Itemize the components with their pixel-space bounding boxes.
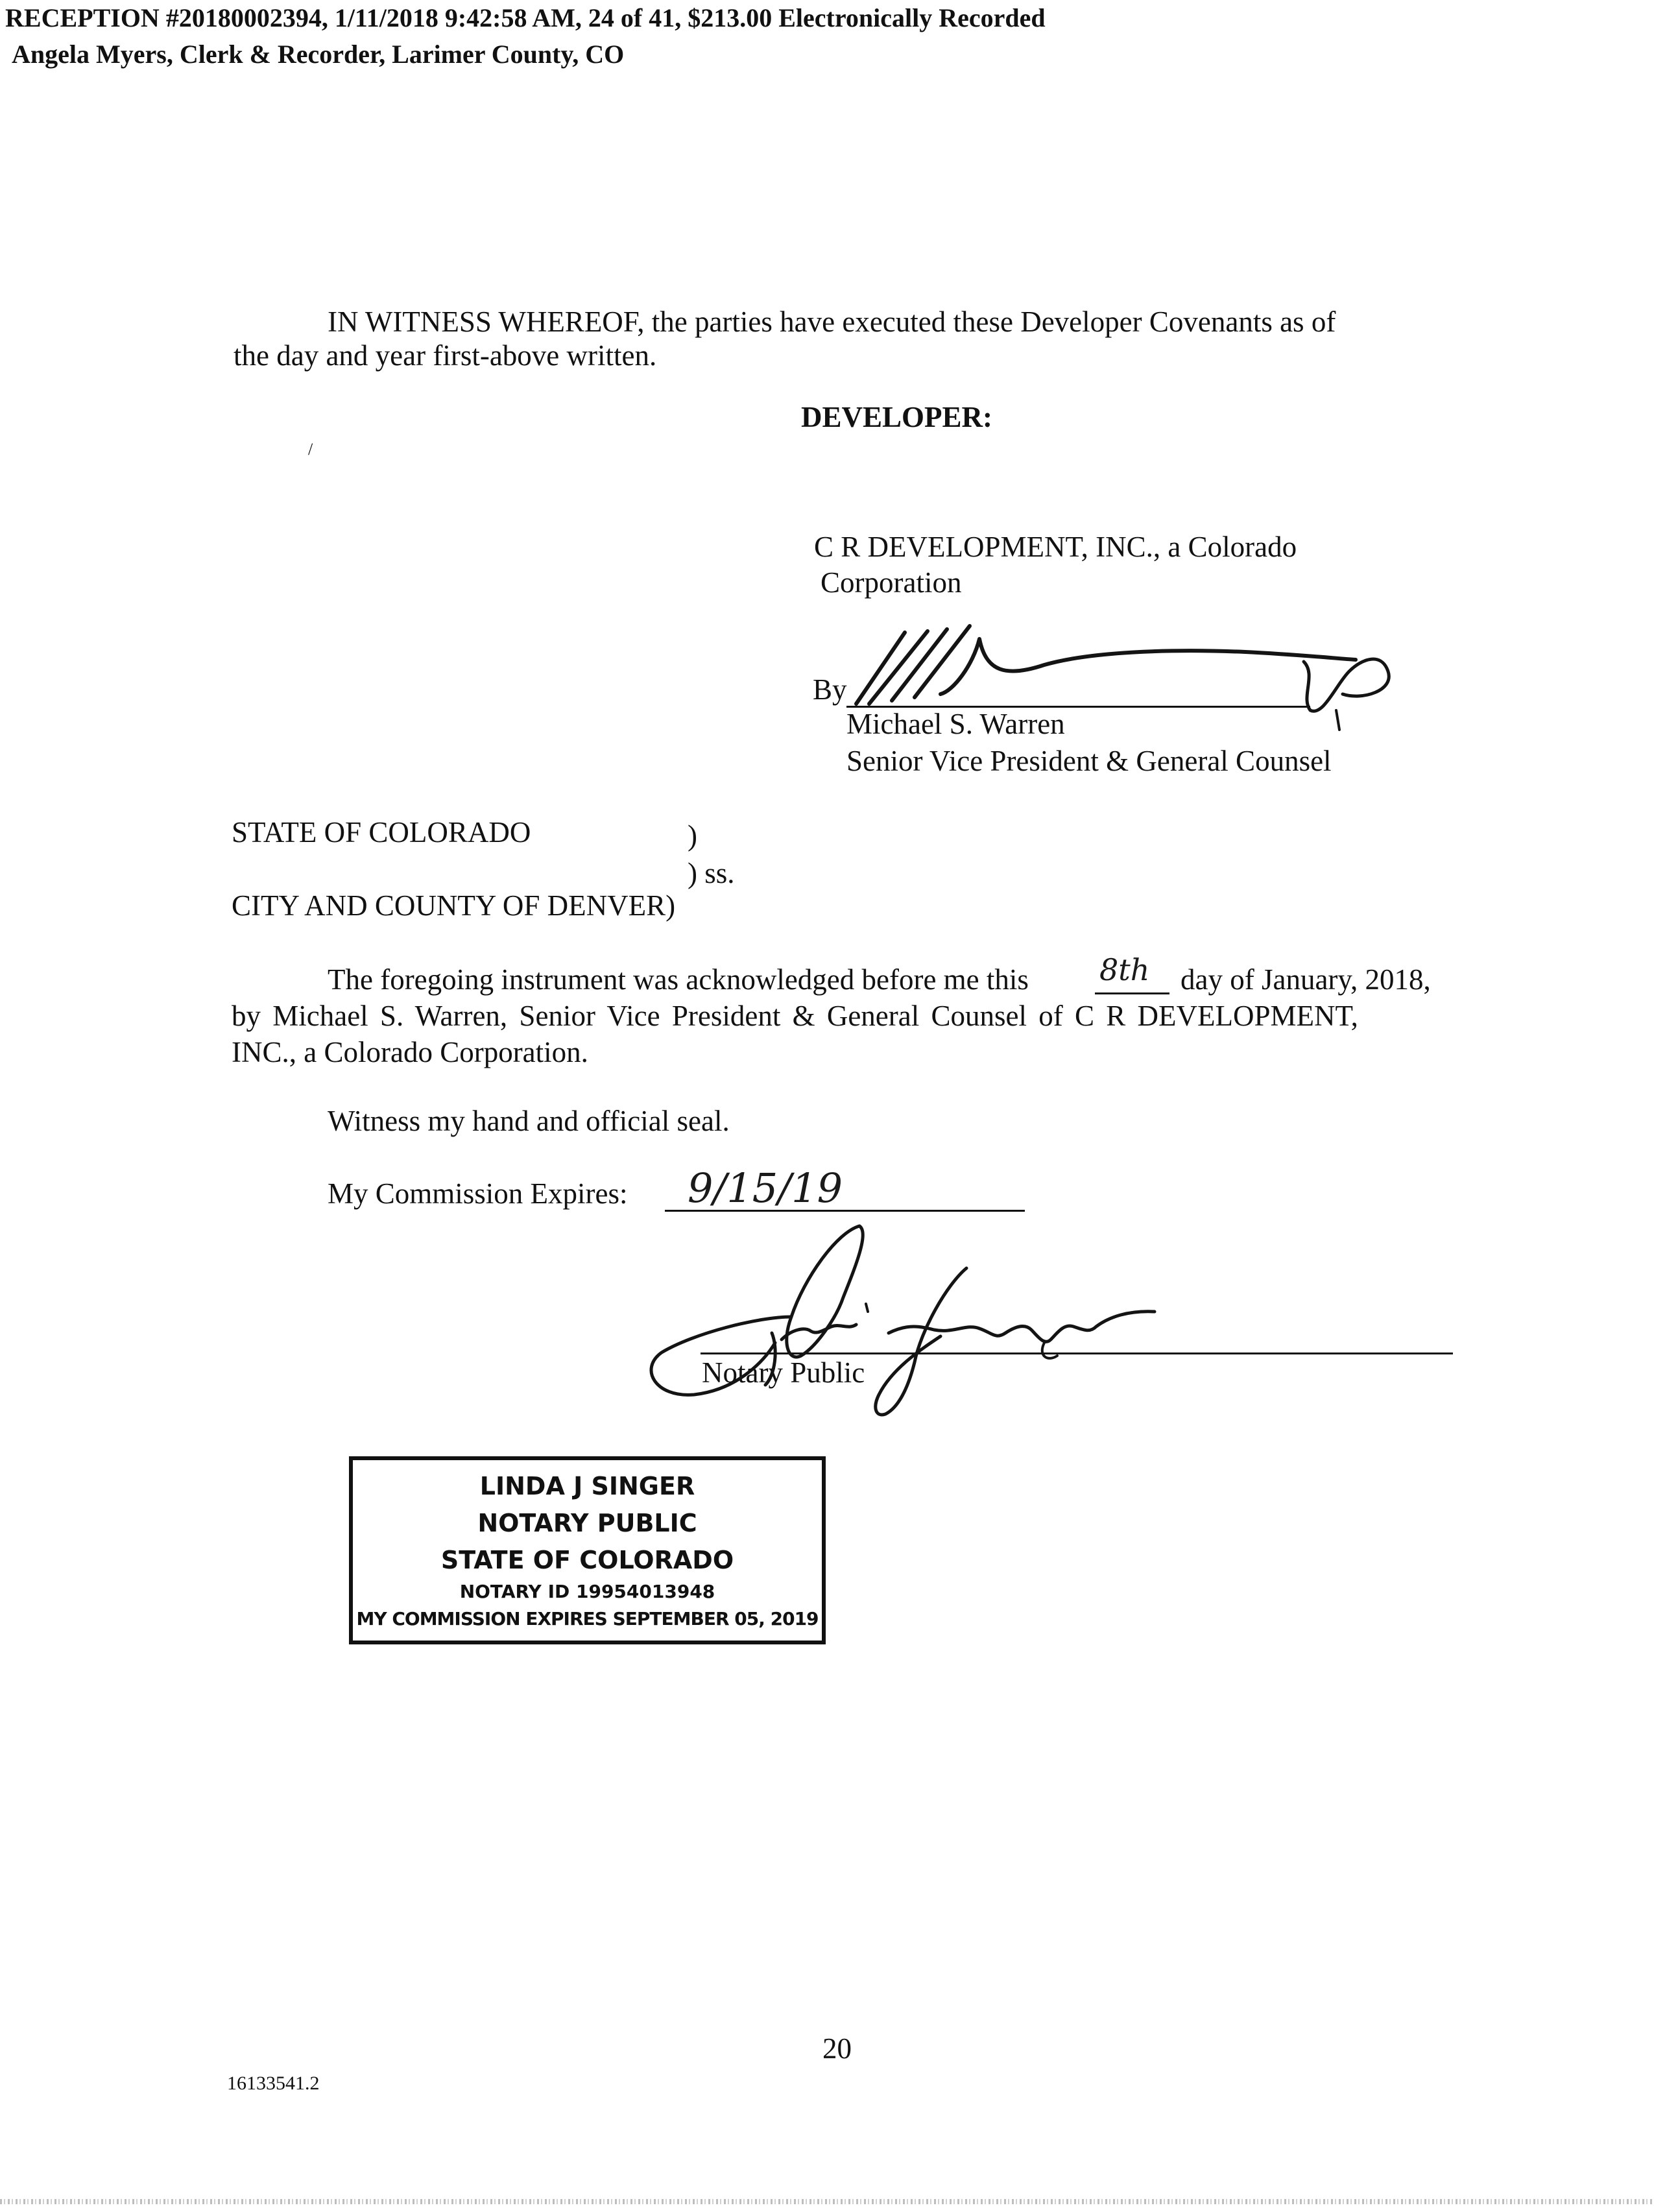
venue-ss: ) ss. [688, 857, 735, 889]
stamp-state: STATE OF COLORADO [440, 1546, 734, 1574]
ack-line-3: INC., a Colorado Corporation. [232, 1036, 588, 1068]
stamp-title: NOTARY PUBLIC [477, 1509, 697, 1537]
venue-paren: ) [688, 819, 697, 852]
stamp-name: LINDA J SINGER [479, 1472, 695, 1500]
scan-artifact-line [0, 2199, 1654, 2204]
recording-header-line2: Angela Myers, Clerk & Recorder, Larimer County, CO [12, 40, 625, 69]
ack-line-2: by Michael S. Warren, Senior Vice President & General Counsel of C R DEVELOPMENT, [232, 1000, 1358, 1032]
stamp-id: NOTARY ID 19954013948 [459, 1581, 715, 1602]
page-number: 20 [822, 2032, 852, 2065]
company-line-1: C R DEVELOPMENT, INC., a Colorado [814, 531, 1297, 563]
by-label: By [813, 673, 847, 706]
venue-state: STATE OF COLORADO [232, 816, 531, 848]
developer-heading: DEVELOPER: [801, 401, 993, 433]
document-id: 16133541.2 [227, 2073, 320, 2094]
signer-title: Senior Vice President & General Counsel [846, 745, 1332, 777]
signer-name: Michael S. Warren [846, 708, 1065, 740]
commission-date-handwritten: 9/15/19 [688, 1164, 843, 1212]
stray-mark: / [308, 440, 313, 459]
notary-public-label: Notary Public [702, 1356, 865, 1389]
ack-day-line [1095, 992, 1169, 994]
ack-part1: The foregoing instrument was acknowledged before me this [328, 963, 1029, 996]
company-line-2: Corporation [821, 566, 962, 599]
venue-county: CITY AND COUNTY OF DENVER) [232, 889, 676, 922]
witness-seal-text: Witness my hand and official seal. [328, 1105, 730, 1137]
ack-part2: day of January, 2018, [1181, 963, 1431, 996]
commission-label: My Commission Expires: [328, 1177, 628, 1210]
notary-stamp [349, 1456, 826, 1644]
recording-header-line1: RECEPTION #20180002394, 1/11/2018 9:42:58 AM, 24 of 41, $213.00 Electronically Recorded [5, 3, 1046, 32]
witness-line-1: IN WITNESS WHEREOF, the parties have executed these Developer Covenants as of [328, 306, 1336, 338]
ack-day-handwritten: 8th [1099, 952, 1150, 987]
stamp-expires: MY COMMISSION EXPIRES SEPTEMBER 05, 2019 [356, 1608, 819, 1629]
notary-signature [642, 1220, 1193, 1427]
witness-line-2: the day and year first-above written. [234, 339, 657, 372]
